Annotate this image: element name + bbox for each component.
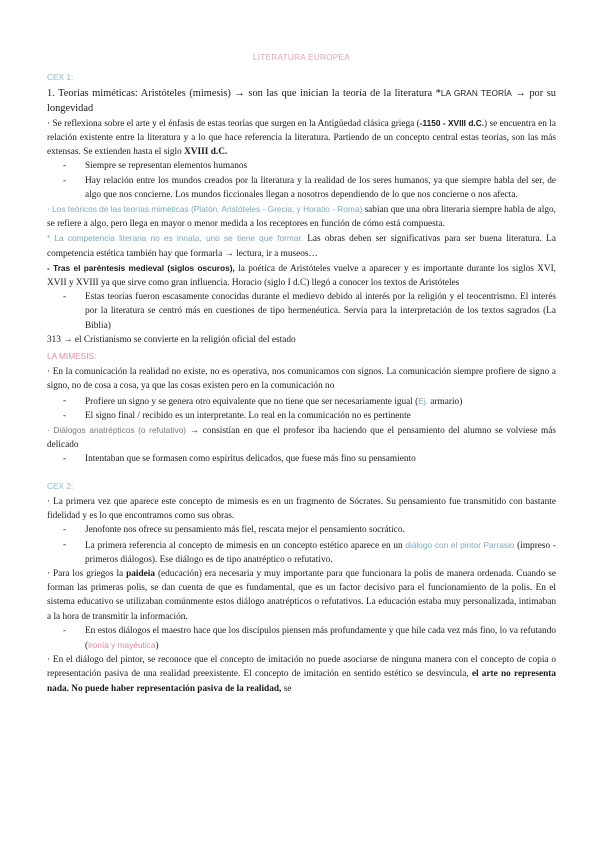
section-heading-mimesis: LA MIMESIS: [47,351,97,362]
section-heading-cex2: CEX 2: [47,480,74,491]
list-item: - El signo final / recibido es un interpretante. Lo real en la comunicación no es pertinente [85,409,556,423]
paragraph-teoricos: · Los teóricos de las teorías miméticas (Platón. Aristóteles - Grecia; y Horatio - Roma) sabían que una obra literaria siempre habla de algo, se refiere a algo, pero llega en mayor o menor medida a los receptores en función de cómo está compuesta. [47,204,557,230]
bold-arte: el arte no representa nada. No puede haber representación pasiva de la realidad, [47,669,556,694]
paragraph-socrates: · La primera vez que aparece este concepto de mimesis es en un fragmento de Sócrates. Su pensamiento fue transmitido con bastante fidelidad y es lo que encontramos como sus obras. [47,496,556,522]
list-item: - Intentaban que se formasen como espíritus delicados, que fuese más fino su pensamiento [85,452,556,466]
paragraph-paideia: · Para los griegos la paideia (educación) era necesaria y muy importante para que funcionara la polis de manera ordenada. Cuando se forman las primeras polis, se dan cuenta de que es fundamental, que es un factor decisivo para el funcionamiento de la polis. En el sistema educativo se utilizaban comúnmente estos diálogo anatrépticos o refutativos. La educación estaba muy personalizada, intimaban a la hora de transmitir la información. [47,568,556,622]
note-competencia: * La competencia literaria no es innata, uno se tiene que formar. [47,233,303,244]
century-bold: XVIII d.C. [184,147,228,158]
paragraph-dialogos: · Diálogos anatrépticos (o refutativo) → consistían en que el profesor iba haciendo que el pensamiento del alumno se volviese más delicado [47,425,556,451]
paragraph-pintor: · En el diálogo del pintor, se reconoce que el concepto de imitación no puede asociarse de ninguna manera con el concepto de copia o representación pasiva de una realidad preexistente. El concepto de imitación en sentido estético se desvincula, el arte no representa nada. No puede haber representación pasiva de la realidad, se [47,655,556,694]
section-heading-cex1: CEX 1: [47,72,74,83]
list-item: - En estos diálogos el maestro hace que los discípulos piensen más profundamente y que hile cada vez más fino, lo va refutando (ironía y mayéutica) [85,624,556,653]
bold-paideia: paideia [126,568,156,579]
bullet-list [47,523,556,567]
note-parrasio: diálogo con el pintor Parrasio [405,539,515,550]
bullet-list [47,159,556,202]
list-item: - Hay relación entre los mundos creados por la literatura y la realidad de los seres humanos, ya que siempre habla del ser, de algo que nos concierne. Los mundos ficcionales llegan a nosotros dependiendo de lo que nos concierne o nos afecta. [85,174,556,202]
list-item: - Jenofonte nos ofrece su pensamiento más fiel, rescata mejor el pensamiento socrático. [85,523,556,537]
spacer [47,467,556,477]
list-item: - Siempre se representan elementos humanos [85,159,556,173]
bullet-list [47,452,556,466]
paragraph-competencia: * La competencia literaria no es innata, uno se tiene que formar. Las obras deben ser significativas para ser buena literatura. La competencia estética también hay que formarla → lectura, ir a museos… [47,233,556,259]
paragraph-reflexion: · Se reflexiona sobre el arte y el énfasis de estas teorías que surgen en la Antigüedad clásica griega (-1150 - XVIII d.C.) se encuentra en la relación existente entre la literatura y a lo que hace referencia la literatura. Partiendo de un concepto central estas teorías, son las más extensas. Se extienden hasta el siglo XVIII d.C. [47,117,556,158]
note-ironia: ironía y mayéutica [88,639,156,650]
date-range: -1150 - XVIII d.C. [419,117,485,128]
paragraph-medieval: - Tras el paréntesis medieval (siglos oscuros), la poética de Aristóteles vuelve a aparecer y es importante durante los siglos XVI, XVII y XVIII ya que sirve como gran influencia. Horacio (siglo I d.C) llegó a conocer los textos de Aristóteles [47,262,556,289]
paragraph-teorias-mimeticas: 1. Teorías miméticas: Aristóteles (mimesis) → son las que inician la teoría de la literatura *LA GRAN TEORÍA → por su longevidad [47,88,556,114]
highlight-gran-teoria: LA GRAN TEORÍA [440,88,512,99]
list-item: - La primera referencia al concepto de mimesis en un concepto estético aparece en un diálogo con el pintor Parrasio (impreso - primeros diálogos). Ese diálogo es de tipo anatréptico o refutativo. [85,538,556,567]
bullet-list [47,394,556,423]
bullet-list [47,624,556,653]
paragraph-cristianismo: 313 → el Cristianismo se convierte en la religión oficial del estado [47,334,296,345]
bold-parentesis: - Tras el paréntesis medieval (siglos oscuros), [47,262,235,273]
note-teoricos: · Los teóricos de las teorías miméticas (Platón. Aristóteles - Grecia; y Horatio - Roma) [47,204,363,215]
list-item: - Profiere un signo y se genera otro equivalente que no tiene que ser necesariamente igual (Ej. armario) [85,394,556,409]
example-note: Ej. [418,395,428,406]
list-item: - Estas teorías fueron escasamente conocidas durante el medievo debido al interés por la religión y el teocentrismo. El interés por la literatura se centró más en cuestiones de tipo hermenéutica. Servía para la interpretación de los textos sagrados (La Biblia) [85,290,556,333]
paragraph-comunicacion: · En la comunicación la realidad no existe, no es operativa, nos comunicamos con signos. La comunicación siempre profiere de signo a signo, no de cosa a cosa, ya que las cosas existen pero en la comunicación no [47,367,556,392]
note-dialogos: · Diálogos anatrépticos (o refutativo) [47,425,187,436]
bullet-list [47,290,556,333]
document-title: LITERATURA EUROPEA [252,52,351,62]
